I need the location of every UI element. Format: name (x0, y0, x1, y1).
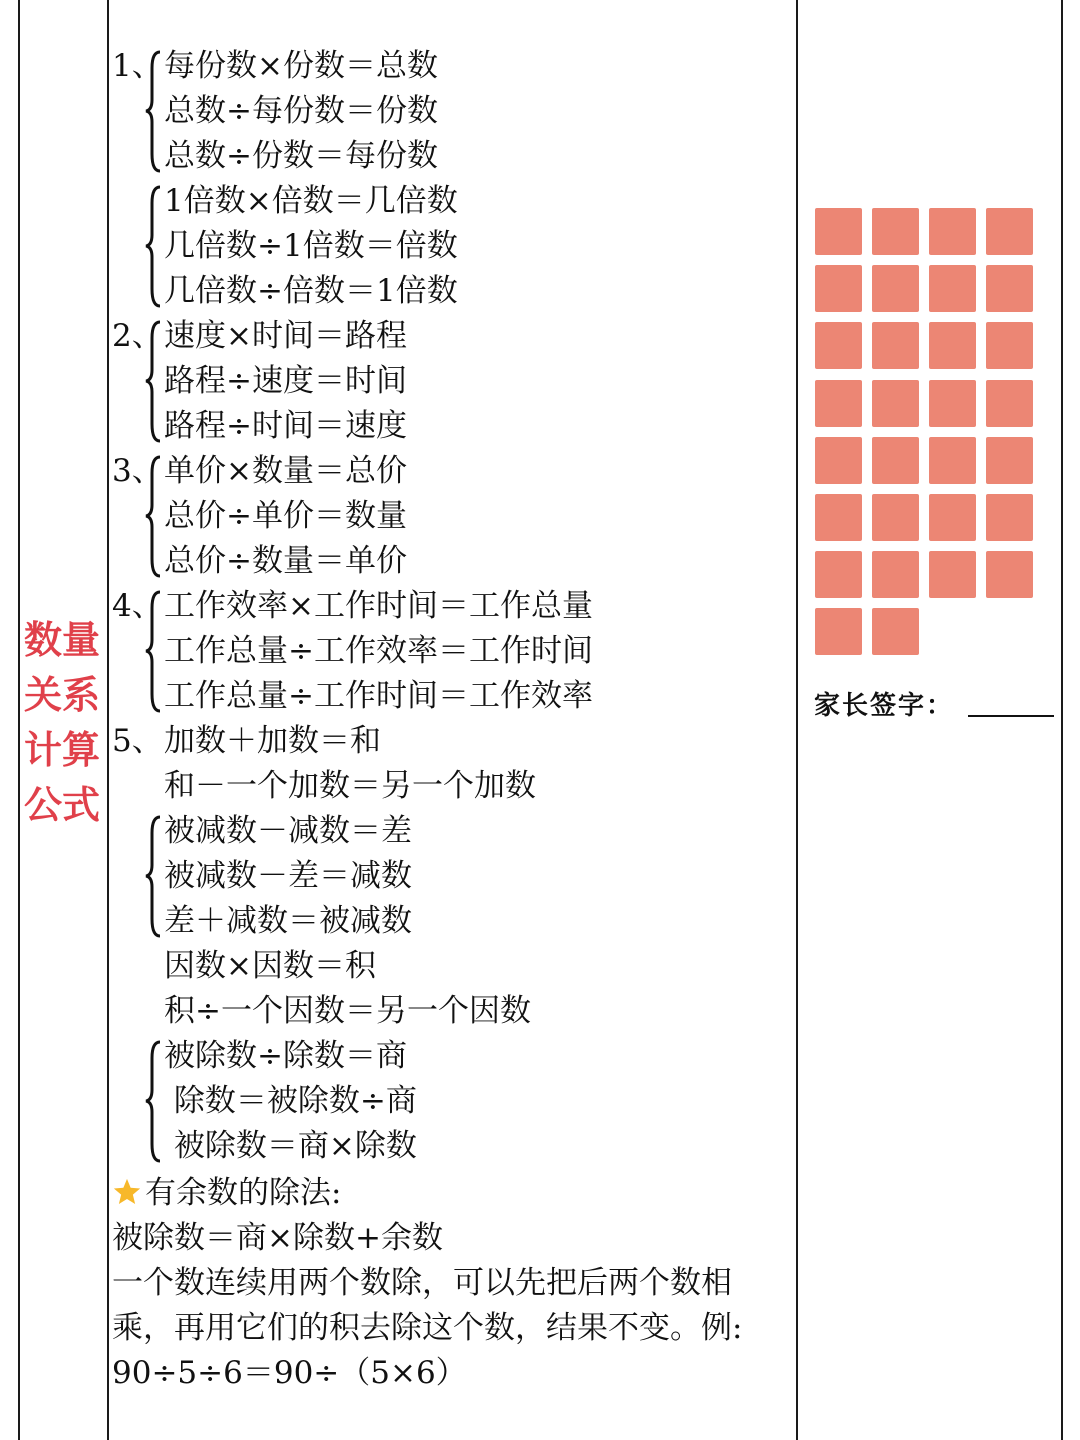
checkin-tile[interactable] (929, 380, 976, 427)
formula-line: 总数÷每份数＝份数 (164, 93, 438, 129)
remainder-text: 一个数连续用两个数除，可以先把后两个数相 (112, 1265, 732, 1301)
brace-icon (144, 809, 164, 944)
formula-line: 被减数－差＝减数 (164, 858, 412, 894)
section-title (24, 612, 108, 832)
brace-icon (144, 179, 164, 314)
formula-line: 加数＋加数＝和 (164, 723, 381, 759)
formula-line: 路程÷速度＝时间 (164, 363, 407, 399)
brace-icon (144, 44, 164, 179)
checkin-tile[interactable] (815, 608, 862, 655)
checkin-tile[interactable] (929, 551, 976, 598)
section-title-line: 计算 (24, 727, 101, 772)
brace-icon (144, 584, 164, 719)
formula-line: 总价÷单价＝数量 (164, 498, 407, 534)
checkin-tile[interactable] (986, 551, 1033, 598)
formula-line: 积÷一个因数＝另一个因数 (164, 993, 531, 1029)
formula-line: 被除数÷除数＝商 (164, 1038, 407, 1074)
checkin-tile[interactable] (815, 265, 862, 312)
table-border-content (796, 0, 798, 1440)
checkin-tile[interactable] (872, 265, 919, 312)
checkin-tile[interactable] (815, 494, 862, 541)
checkin-tile[interactable] (929, 494, 976, 541)
formula-line: 被除数＝商×除数 (164, 1128, 417, 1164)
remainder-text: 乘，再用它们的积去除这个数，结果不变。例: (112, 1310, 743, 1346)
table-border-right (1061, 0, 1063, 1440)
checkin-tile[interactable] (986, 380, 1033, 427)
formula-line: 总价÷数量＝单价 (164, 543, 407, 579)
checkin-tile[interactable] (986, 437, 1033, 484)
checkin-tile[interactable] (872, 322, 919, 369)
formula-line: 差＋减数＝被减数 (164, 903, 412, 939)
formula-line: 因数×因数＝积 (164, 948, 376, 984)
section-title-line: 公式 (24, 782, 101, 827)
remainder-heading (112, 1171, 341, 1216)
remainder-heading-text: 有余数的除法: (145, 1175, 342, 1211)
formula-line: 被减数－减数＝差 (164, 813, 412, 849)
group-number: 2、 (112, 318, 163, 354)
checkin-tile[interactable] (986, 208, 1033, 255)
parent-signature-label: 家长签字： (814, 691, 955, 721)
checkin-tile[interactable] (872, 608, 919, 655)
checkin-tile[interactable] (872, 551, 919, 598)
checkin-tile[interactable] (929, 265, 976, 312)
group-number: 5、 (112, 723, 163, 759)
brace-icon (144, 1034, 164, 1169)
table-border-left (18, 0, 20, 1440)
section-title-line: 数量 (24, 617, 101, 662)
formula-line: 每份数×份数＝总数 (164, 48, 438, 84)
formula-line: 总数÷份数＝每份数 (164, 138, 438, 174)
formula-line: 单价×数量＝总价 (164, 453, 407, 489)
formula-line: 1倍数×倍数＝几倍数 (164, 183, 458, 219)
section-title-line: 关系 (24, 672, 101, 717)
checkin-tile[interactable] (815, 551, 862, 598)
formula-line: 除数＝被除数÷商 (164, 1083, 417, 1119)
formula-line: 速度×时间＝路程 (164, 318, 407, 354)
formula-line: 几倍数÷1倍数＝倍数 (164, 228, 458, 264)
formula-line: 和－一个加数＝另一个加数 (164, 768, 536, 804)
checkin-tile[interactable] (929, 322, 976, 369)
group-number: 3、 (112, 453, 163, 489)
checkin-tile[interactable] (986, 322, 1033, 369)
checkin-tile[interactable] (872, 208, 919, 255)
formula-line: 几倍数÷倍数＝1倍数 (164, 273, 458, 309)
checkin-tile[interactable] (929, 437, 976, 484)
formula-line: 路程÷时间＝速度 (164, 408, 407, 444)
formula-line: 工作总量÷工作时间＝工作效率 (164, 678, 593, 714)
checkin-tile[interactable] (929, 208, 976, 255)
checkin-tile[interactable] (986, 265, 1033, 312)
checkin-tile[interactable] (815, 380, 862, 427)
checkin-tile[interactable] (815, 322, 862, 369)
checkin-tile[interactable] (872, 380, 919, 427)
remainder-example: 90÷5÷6＝90÷（5×6） (112, 1355, 467, 1391)
brace-icon (144, 314, 164, 449)
brace-icon (144, 449, 164, 584)
remainder-formula: 被除数＝商×除数+余数 (112, 1220, 443, 1256)
group-number: 4、 (112, 588, 163, 624)
formula-line: 工作效率×工作时间＝工作总量 (164, 588, 593, 624)
checkin-tile[interactable] (986, 494, 1033, 541)
parent-signature-field[interactable] (968, 715, 1054, 717)
group-number: 1、 (112, 48, 163, 84)
checkin-tile[interactable] (815, 208, 862, 255)
checkin-tile[interactable] (872, 437, 919, 484)
star-icon (112, 1177, 142, 1207)
checkin-tile[interactable] (872, 494, 919, 541)
checkin-tile[interactable] (815, 437, 862, 484)
formula-line: 工作总量÷工作效率＝工作时间 (164, 633, 593, 669)
